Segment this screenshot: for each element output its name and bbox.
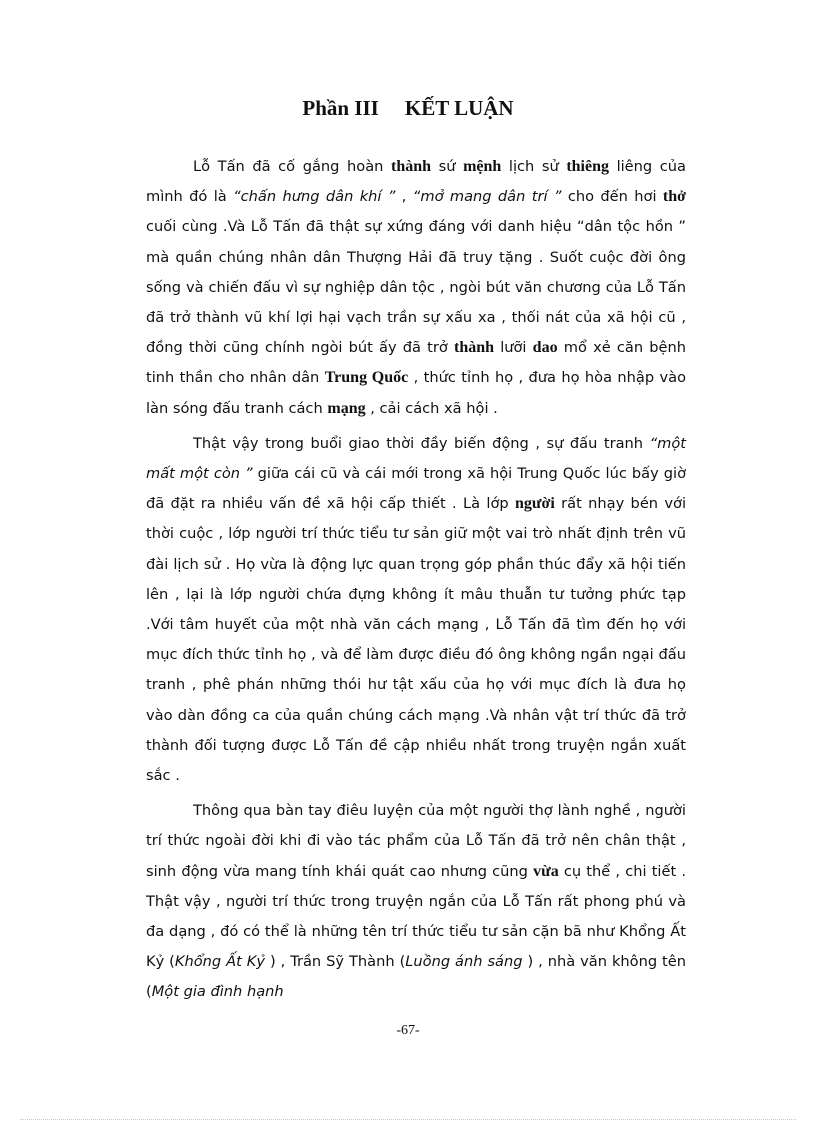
text-run: , cải cách xã hội . [365, 399, 498, 417]
heading-part: Phần III [302, 96, 379, 120]
text-run: , thức tỉnh họ , đưa họ hòa nhập vào làn sóng đấu tranh cách [146, 369, 687, 417]
text-run: Lỗ Tấn đã cố gắng hoàn [193, 158, 391, 175]
page-number: -67- [396, 1023, 420, 1038]
text-run: lưỡi [494, 339, 533, 357]
text-run: mổ xẻ căn bệnh tinh thần cho nhân dân [146, 339, 686, 387]
body-text [146, 152, 686, 1008]
paragraph [146, 429, 686, 791]
text-run: lịch sử [501, 158, 567, 175]
italic-text: Một gia đình hạnh [151, 983, 284, 1001]
bold-text: thành [390, 158, 432, 175]
text-run: rất nhạy bén với thời cuộc , lớp người trí thức tiểu tư sản giữ một vai trò nhất định trên vũ đài lịch sử . Họ vừa là động lực quan trọng góp phần thúc đẩy xã hội tiến lên , lại là lớp người chứa đựng không ít mâu thuẫn tư tưởng phức tạp .Với tâm huyết của một nhà văn cách mạng , Lỗ Tấn đã tìm đến họ với mục đích thức tỉnh họ , và để làm được điều đó ông không ngần ngại đấu tranh , phê phán những thói hư tật xấu của họ với mục đích là đưa họ vào dàn đồng ca của quần chúng cách mạng .Và nhân vật trí thức đã trở thành đối tượng được Lỗ Tấn đề cập nhiều nhất trong truyện ngắn xuất sắc . [146, 495, 686, 785]
italic-text: “mở mang dân trí ” [412, 188, 562, 206]
text-run: cuối cùng .Và Lỗ Tấn đã thật sự xứng đáng với danh hiệu “dân tộc hồn ” mà quần chúng nhân dân Thượng Hải đã truy tặng . Suốt cuộc đời ông sống và chiến đấu vì sự nghiệp dân tộc , ngòi bút văn chương của Lỗ Tấn đã trở thành vũ khí lợi hại vạch trần sự xấu xa , thối nát của xã hội cũ , đồng thời cũng chính ngòi bút ấy đã trở [146, 218, 686, 357]
text-run: giữa cái cũ và cái mới trong xã hội Trung Quốc lúc bấy giờ đã đặt ra nhiều vấn đề xã hội cấp thiết . Là lớp [146, 465, 687, 513]
bold-text: thành [454, 339, 495, 357]
bold-text: thở [662, 188, 686, 206]
bold-text: người [515, 495, 555, 513]
bold-text: mạng [327, 399, 366, 417]
text-run: Thông qua bàn tay điêu luyện của một người thợ lành nghề , người trí thức ngoài đời khi đi vào tác phẩm của Lỗ Tấn đã trở nên chân thật , sinh động vừa mang tính khái quát cao nhưng cũng [146, 802, 686, 880]
text-run: Thật vậy trong buổi giao thời đầy biến động , sự đấu tranh [193, 434, 650, 452]
text-run: ) , Trần Sỹ Thành ( [264, 953, 406, 971]
italic-text: “một mất một còn ” [146, 434, 686, 483]
text-run: liêng của mình đó là [146, 158, 686, 206]
bold-text: thiêng [566, 158, 609, 175]
italic-text: Luồng ánh sáng [405, 953, 523, 971]
italic-text: “chấn hưng dân khí ” [233, 188, 396, 206]
text-run: ) , nhà văn không tên ( [146, 953, 687, 1001]
paragraph [146, 152, 686, 424]
bold-text: vừa [533, 862, 559, 880]
italic-text: Khổng Ất Kỷ [174, 953, 265, 971]
paragraph [146, 796, 686, 1007]
page-edge-divider [20, 1119, 796, 1120]
bold-text: Trung Quốc [324, 369, 409, 387]
text-run: , [395, 188, 413, 206]
text-run: sứ [431, 158, 464, 175]
bold-text: mệnh [463, 158, 502, 175]
heading-title: KẾT LUẬN [404, 96, 514, 120]
text-run: cụ thể , chi tiết . Thật vậy , người trí thức trong truyện ngắn của Lỗ Tấn rất phong phú và đa dạng , đó có thể là những tên trí thức tiểu tư sản cặn bã như Khổng Ất Kỷ ( [146, 862, 686, 971]
bold-text: dao [532, 339, 558, 357]
text-run: cho đến hơi [561, 188, 663, 206]
section-heading [0, 96, 816, 121]
